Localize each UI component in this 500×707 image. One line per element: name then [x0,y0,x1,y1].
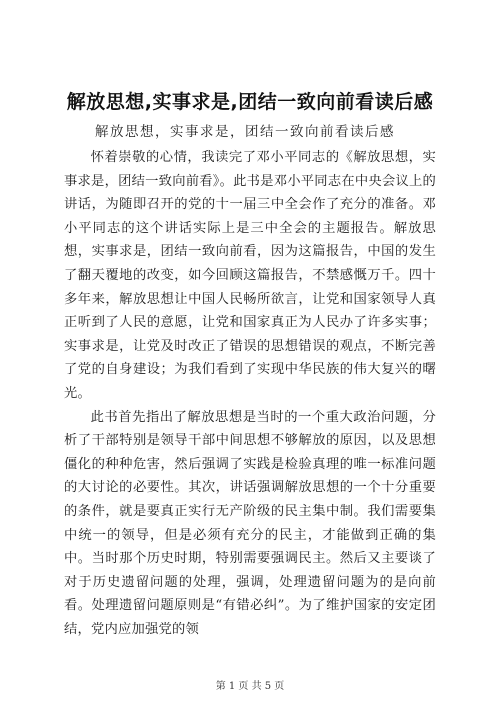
document-subtitle: 解放思想，实事求是，团结一致向前看读后感 [95,124,395,140]
document-title: 解放思想,实事求是,团结一致向前看读后感 [66,91,434,113]
document-body [64,146,436,641]
page-footer: 第 1 页 共 5 页 [215,681,285,692]
paragraph-2: 此书首先指出了解放思想是当时的一个重大政治问题，分析了干部特别是领导干部中间思想不够解放的原因，以及思想僵化的种种危害，然后强调了实践是检验真理的唯一标准问题的大讨论的必要性。其次，讲话强调解放思想的一个十分重要的条件，就是要真正实行无产阶级的民主集中制。我们需要集中统一的领导，但是必须有充分的民主，才能做到正确的集中。当时那个历史时期，特别需要强调民主。然后又主要谈了对于历史遗留问题的处理，强调，处理遗留问题为的是向前看。处理遗留问题原则是“有错必纠”。为了维护国家的安定团结，党内应加强党的领 [64,409,436,637]
paragraph-1: 怀着崇敬的心情，我读完了邓小平同志的《解放思想，实事求是，团结一致向前看》。此书是邓小平同志在中央会议上的讲话，为随即召开的党的十一届三中全会作了充分的准备。邓小平同志的这个讲话实际上是三中全会的主题报告。解放思想，实事求是，团结一致向前看，因为这篇报告，中国的发生了翻天覆地的改变，如今回顾这篇报告，不禁感慨万千。四十多年来，解放思想让中国人民畅所欲言，让党和国家领导人真正听到了人民的意愿，让党和国家真正为人民办了许多实事；实事求是，让党及时改正了错误的思想错误的观点，不断完善了党的自身建设；为我们看到了实现中华民族的伟大复兴的曙光。 [64,150,436,401]
